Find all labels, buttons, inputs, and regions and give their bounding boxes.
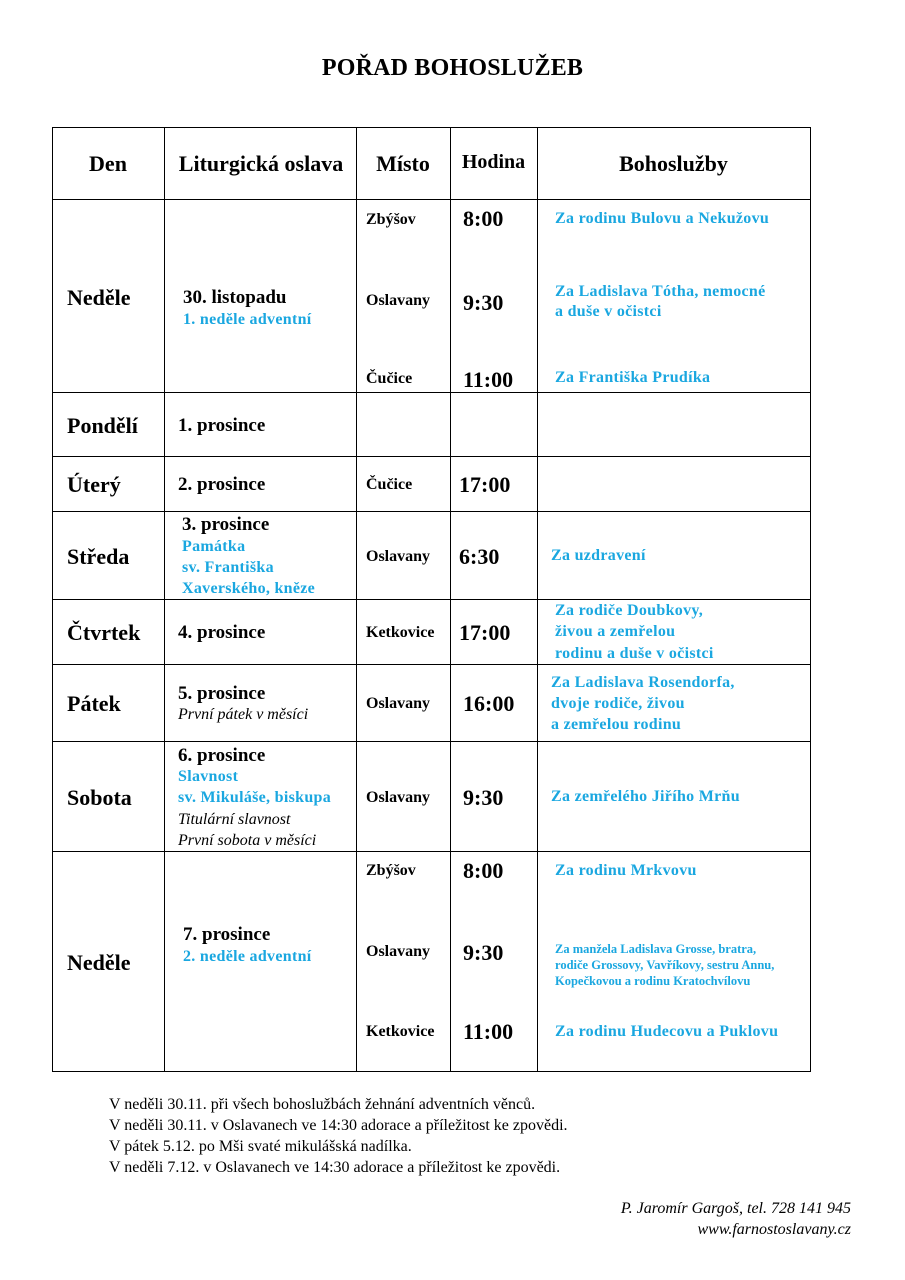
hour-label: 17:00 [459, 620, 511, 645]
hour-label: 17:00 [459, 472, 511, 497]
intention-line: Kopečkovou a rodinu Kratochvílovu [555, 974, 751, 988]
liturgy-italic-line: První sobota v měsíci [178, 832, 317, 849]
intention-line: a duše v očistci [555, 303, 662, 320]
place-label: Čučice [366, 370, 413, 387]
hour-label: 8:00 [463, 858, 504, 883]
header-services: Bohoslužby [619, 151, 728, 176]
announcement-note: V neděli 7.12. v Oslavanech ve 14:30 adorace a příležitost ke zpovědi. [109, 1159, 561, 1176]
day-label: Neděle [67, 285, 131, 310]
place-label: Oslavany [366, 548, 431, 565]
date-label: 6. prosince [178, 745, 266, 766]
intention-line: Za rodinu Hudecovu a Puklovu [555, 1023, 779, 1040]
day-label: Středa [67, 544, 130, 569]
hour-label: 9:30 [463, 290, 504, 315]
intention-line: dvoje rodiče, živou [551, 695, 685, 712]
page-title: POŘAD BOHOSLUŽEB [321, 55, 584, 81]
day-label: Pondělí [67, 413, 138, 438]
announcement-note: V neděli 30.11. při všech bohoslužbách žehnání adventních věnců. [109, 1096, 536, 1113]
place-label: Oslavany [366, 789, 431, 806]
intention-line: Za Františka Prudíka [555, 369, 711, 386]
liturgy-line: 2. neděle adventní [183, 948, 312, 965]
hour-label: 9:30 [463, 785, 504, 810]
header-hour: Hodina [461, 151, 526, 173]
date-label: 2. prosince [178, 474, 266, 495]
intention-line: Za Ladislava Tótha, nemocné [555, 283, 766, 300]
day-label: Sobota [67, 785, 132, 810]
hour-label: 16:00 [463, 691, 515, 716]
date-label: 7. prosince [183, 924, 271, 945]
day-label: Čtvrtek [67, 620, 141, 645]
place-label: Ketkovice [366, 1023, 435, 1040]
place-label: Zbýšov [366, 211, 416, 228]
intention-line: Za Ladislava Rosendorfa, [551, 674, 735, 691]
intention-line: Za uzdravení [551, 547, 646, 564]
liturgy-line: sv. Mikuláše, biskupa [178, 789, 332, 806]
intention-line: Za rodinu Mrkvovu [555, 862, 697, 879]
header-place: Místo [376, 151, 430, 176]
place-label: Oslavany [366, 695, 431, 712]
liturgy-line: Slavnost [178, 768, 239, 785]
place-label: Čučice [366, 476, 413, 493]
date-label: 4. prosince [178, 622, 266, 643]
intention-line: Za manžela Ladislava Grosse, bratra, [555, 942, 757, 956]
day-label: Úterý [67, 472, 121, 497]
place-label: Oslavany [366, 292, 431, 309]
liturgy-italic-line: První pátek v měsíci [178, 706, 309, 723]
hour-label: 8:00 [463, 206, 504, 231]
hour-label: 6:30 [459, 544, 500, 569]
date-label: 30. listopadu [183, 287, 287, 308]
intention-line: rodiče Grossovy, Vavříkovy, sestru Annu, [555, 958, 775, 972]
liturgy-line: Památka [182, 538, 246, 555]
day-label: Pátek [67, 691, 121, 716]
date-label: 5. prosince [178, 683, 266, 704]
date-label: 3. prosince [182, 514, 270, 535]
liturgy-italic-line: Titulární slavnost [178, 811, 291, 828]
hour-label: 9:30 [463, 940, 504, 965]
day-label: Neděle [67, 950, 131, 975]
intention-line: rodinu a duše v očistci [555, 645, 714, 662]
header-liturgy: Liturgická oslava [178, 151, 344, 176]
intention-line: Za rodiče Doubkovy, [555, 602, 704, 619]
intention-line: Za zemřelého Jiřího Mrňu [551, 788, 740, 805]
liturgy-line: sv. Františka [182, 559, 274, 576]
announcement-note: V pátek 5.12. po Mši svaté mikulášská nadílka. [109, 1138, 412, 1155]
place-label: Zbýšov [366, 862, 416, 879]
place-label: Ketkovice [366, 624, 435, 641]
header-day: Den [89, 151, 127, 176]
parish-website: www.farnostoslavany.cz [697, 1221, 851, 1238]
liturgy-line: Xaverského, kněze [182, 580, 316, 597]
place-label: Oslavany [366, 943, 431, 960]
intention-line: živou a zemřelou [555, 623, 676, 640]
date-label: 1. prosince [178, 415, 266, 436]
intention-line: Za rodinu Bulovu a Nekužovu [555, 210, 770, 227]
hour-label: 11:00 [463, 1019, 514, 1044]
announcement-note: V neděli 30.11. v Oslavanech ve 14:30 adorace a příležitost ke zpovědi. [109, 1117, 568, 1134]
intention-line: a zemřelou rodinu [551, 716, 682, 733]
signature-contact: P. Jaromír Gargoš, tel. 728 141 945 [620, 1200, 851, 1217]
liturgy-line: 1. neděle adventní [183, 311, 312, 328]
hour-label: 11:00 [463, 367, 514, 392]
